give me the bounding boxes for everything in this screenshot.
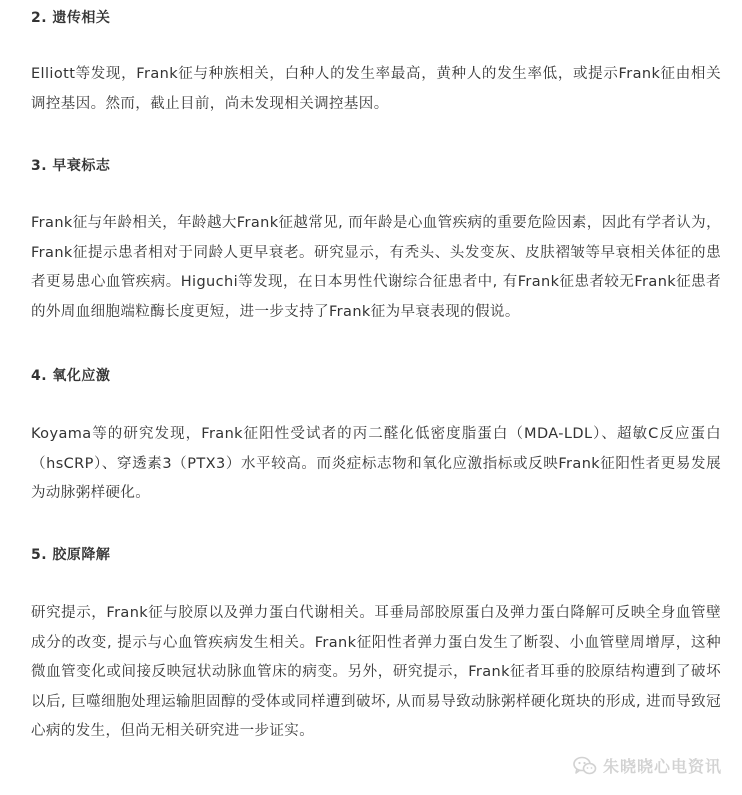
watermark bbox=[573, 754, 722, 777]
section-heading-collagen: 5. 胶原降解 bbox=[31, 547, 111, 563]
section-paragraph-premature-aging: Frank征与年龄相关，年龄越大Frank征越常见, 而年龄是心血管疾病的重要危险因素，因此有学者认为，Frank征提示患者相对于同龄人更早衰老。研究显示，有秃头、头发变灰、皮肤褶皱等早衰相关体征的患者更易患心血管疾病。Higuchi等发现，在日本男性代谢综合征患者中, 有Frank征患者较无Frank征患者的外周血细胞端粒酶长度更短，进一步支持了Frank征为早衰表现的假说。 bbox=[31, 215, 721, 320]
section-heading-genetics: 2. 遗传相关 bbox=[31, 10, 111, 26]
section-paragraph-oxidative-stress: Koyama等的研究发现，Frank征阳性受试者的丙二醛化低密度脂蛋白（MDA-LDL）、超敏C反应蛋白（hsCRP）、穿透素3（PTX3）水平较高。而炎症标志物和氧化应激指标或反映Frank征阳性者更易发展为动脉粥样硬化。 bbox=[31, 426, 721, 501]
section-paragraph-genetics: Elliott等发现，Frank征与种族相关，白种人的发生率最高，黄种人的发生率低，或提示Frank征由相关调控基因。然而，截止目前，尚未发现相关调控基因。 bbox=[31, 66, 721, 112]
watermark-text: 朱晓晓心电资讯 bbox=[602, 757, 722, 776]
wechat-icon bbox=[573, 756, 597, 776]
section-heading-premature-aging: 3. 早衰标志 bbox=[31, 158, 111, 174]
section-paragraph-collagen: 研究提示，Frank征与胶原以及弹力蛋白代谢相关。耳垂局部胶原蛋白及弹力蛋白降解可反映全身血管壁成分的改变, 提示与心血管疾病发生相关。Frank征阳性者弹力蛋白发生了断裂、小血管壁周增厚，这种微血管变化或间接反映冠状动脉血管床的病变。另外，研究提示，Frank征者耳垂的胶原结构遭到了破坏以后, 巨噬细胞处理运输胆固醇的受体或同样遭到破坏, 从而易导致动脉粥样硬化斑块的形成, 进而导致冠心病的发生，但尚无相关研究进一步证实。 bbox=[31, 605, 721, 739]
section-heading-oxidative-stress: 4. 氧化应激 bbox=[31, 368, 111, 384]
